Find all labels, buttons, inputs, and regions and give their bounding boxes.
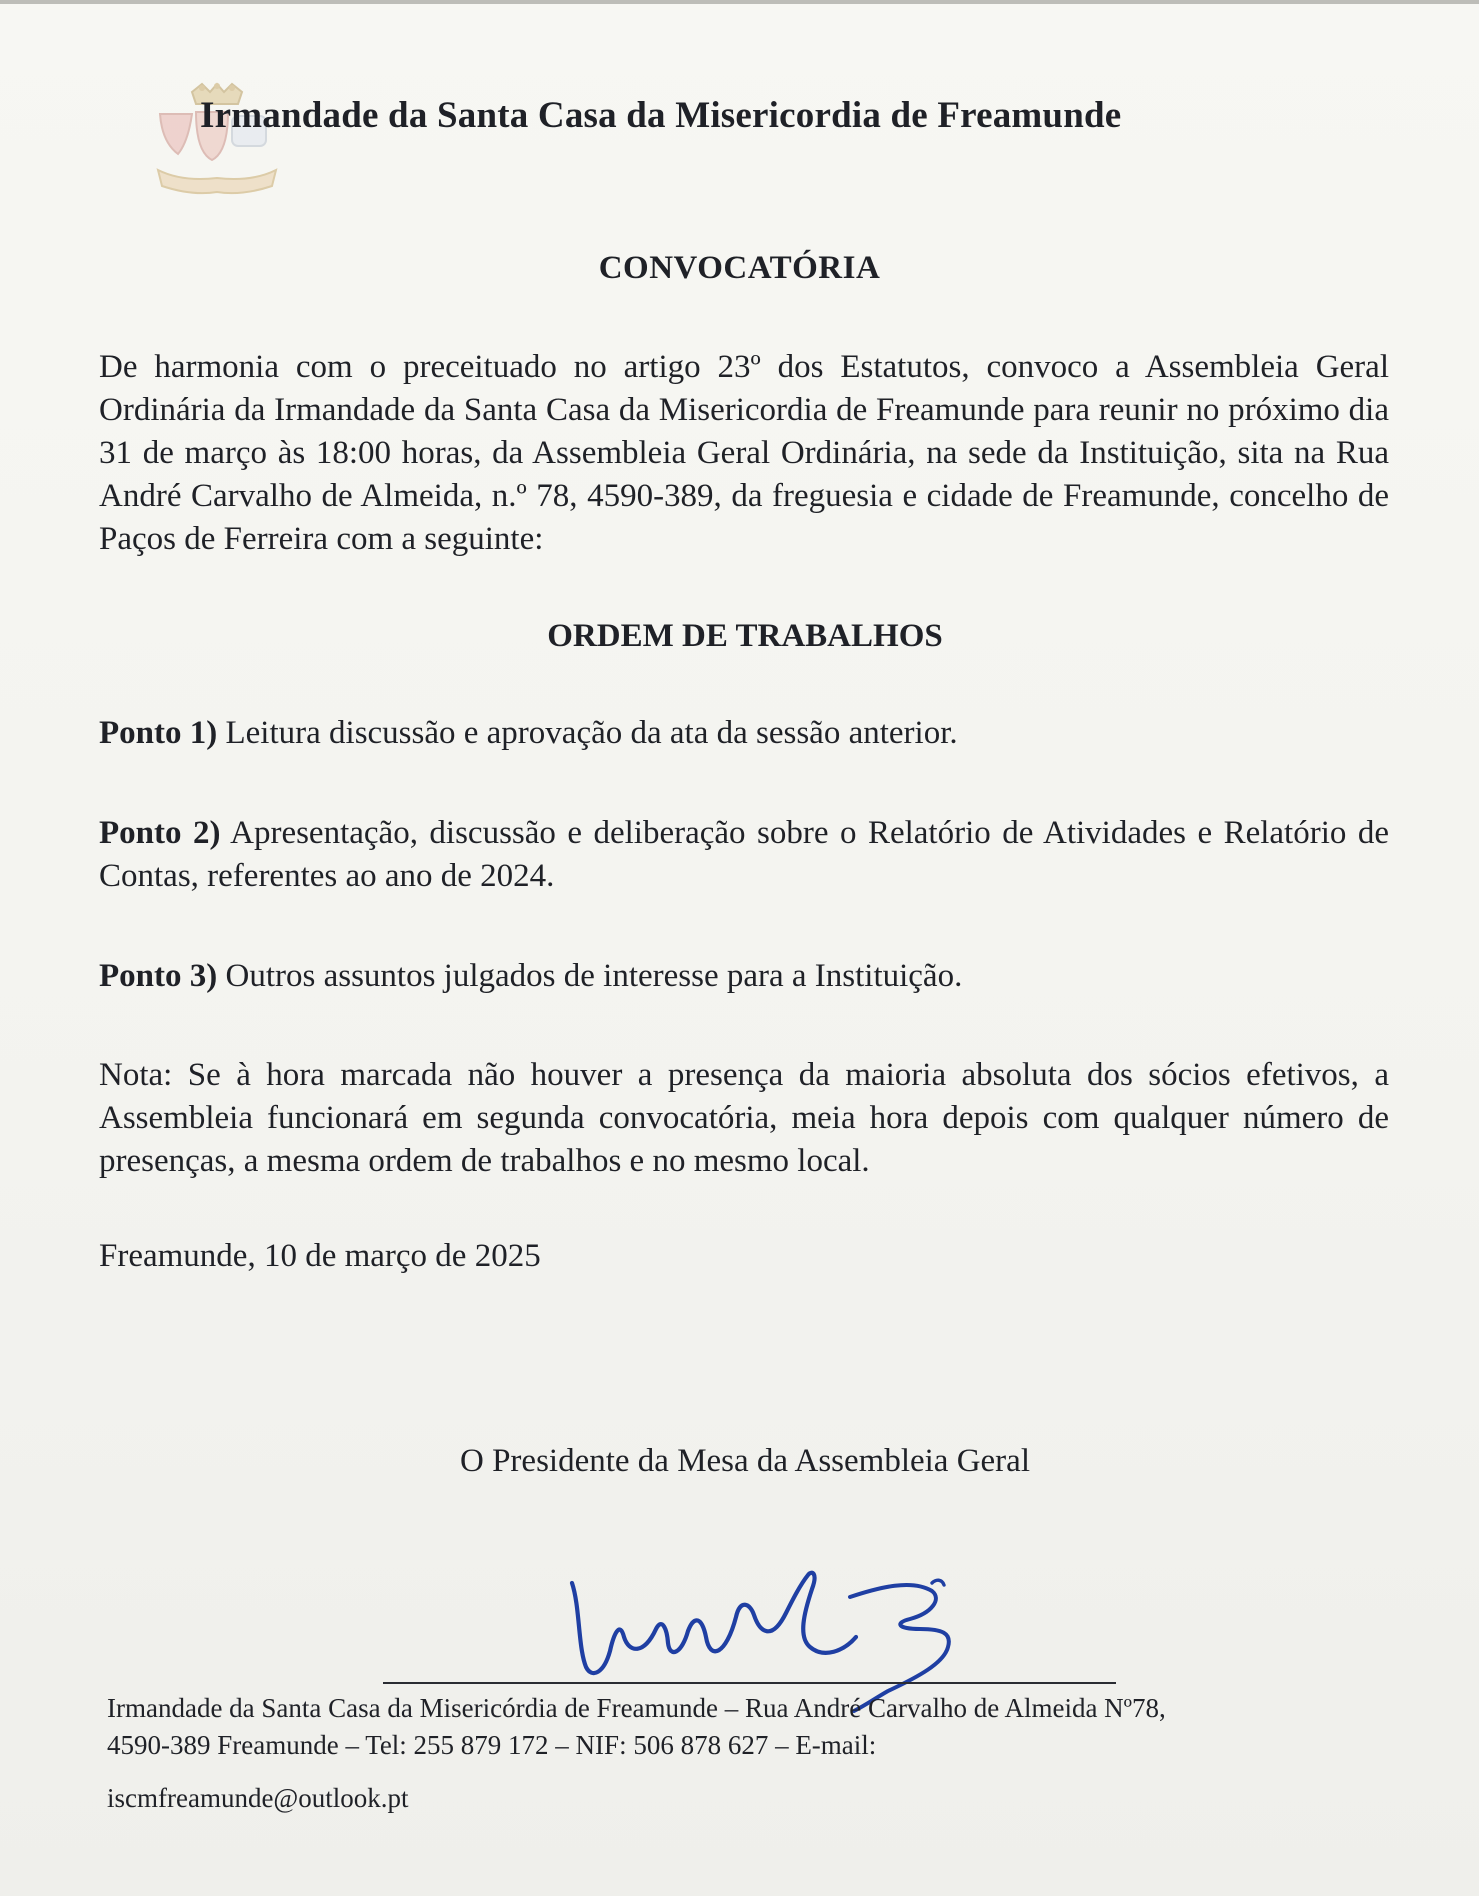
agenda-item bbox=[99, 712, 1389, 755]
agenda-item-text: Leitura discussão e aprovação da ata da sessão anterior. bbox=[225, 715, 958, 751]
agenda-title: ORDEM DE TRABALHOS bbox=[547, 618, 943, 654]
document-title: CONVOCATÓRIA bbox=[598, 250, 881, 286]
agenda-item bbox=[99, 955, 1389, 998]
agenda-item-text: Outros assuntos julgados de interesse para a Instituição. bbox=[225, 958, 963, 994]
footer-email-link[interactable]: iscmfreamunde@outlook.pt bbox=[107, 1783, 409, 1813]
agenda-item-label: Ponto 3) bbox=[99, 958, 218, 994]
organization-header: Irmandade da Santa Casa da Misericordia de Freamunde bbox=[200, 95, 1122, 136]
signer-title: O Presidente da Mesa da Assembleia Geral bbox=[460, 1443, 1030, 1479]
agenda-item-label: Ponto 2) bbox=[99, 815, 221, 851]
note-paragraph: Nota: Se à hora marcada não houver a presença da maioria absoluta dos sócios efetivos, a Assembleia funcionará em segunda convocatória, meia hora depois com qualquer número de presenças, a mesma ordem de trabalhos e no mesmo local. bbox=[99, 1057, 1389, 1179]
intro-paragraph: De harmonia com o preceituado no artigo 23º dos Estatutos, convoco a Assembleia Geral Ordinária da Irmandade da Santa Casa da Misericordia de Freamunde para reunir no próximo dia 31 de março às 18:00 horas, da Assembleia Geral Ordinária, na sede da Instituição, sita na Rua André Carvalho de Almeida, n.º 78, 4590-389, da freguesia e cidade de Freamunde, concelho de Paços de Ferreira com a seguinte: bbox=[99, 349, 1389, 557]
agenda-item-text: Apresentação, discussão e deliberação sobre o Relatório de Atividades e Relatório de Contas, referentes ao ano de 2024. bbox=[99, 815, 1389, 894]
footer-contact-line: 4590-389 Freamunde – Tel: 255 879 172 – NIF: 506 878 627 – E-mail: bbox=[107, 1730, 877, 1760]
agenda-item-label: Ponto 1) bbox=[99, 715, 218, 751]
signature-line bbox=[383, 1682, 1116, 1684]
place-date: Freamunde, 10 de março de 2025 bbox=[99, 1238, 541, 1274]
footer-address-line: Irmandade da Santa Casa da Misericórdia de Freamunde – Rua André Carvalho de Almeida Nº78, bbox=[107, 1693, 1166, 1723]
agenda-item bbox=[99, 812, 1389, 898]
page-top-edge bbox=[0, 0, 1479, 4]
